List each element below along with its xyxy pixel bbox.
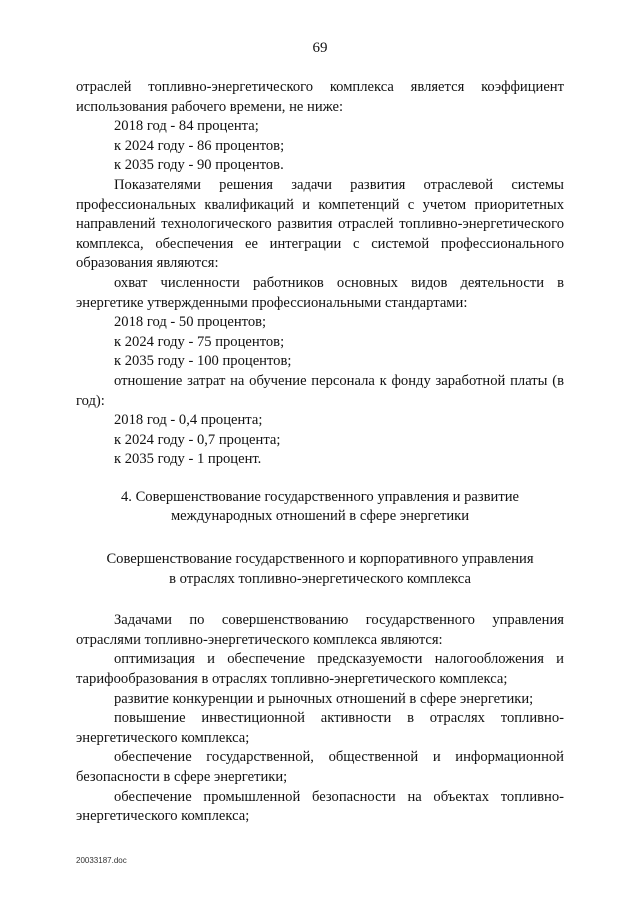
subsection-heading-line: Совершенствование государственного и корпоративного управления [106,551,534,568]
list-item: 2018 год - 84 процента; [114,118,259,135]
paragraph-continuation: отраслей топливно-энергетического комплекса является коэффициент использования рабочего времени, не ниже: [76,79,564,115]
list-item: к 2035 году - 90 процентов. [114,157,284,174]
paragraph: обеспечение государственной, общественной и информационной безопасности в сфере энергетики; [76,749,564,785]
paragraph: Задачами по совершенствованию государственного управления отраслями топливно-энергетического комплекса являются: [76,612,564,648]
paragraph: обеспечение промышленной безопасности на объектах топливно-энергетического комплекса; [76,788,564,825]
paragraph: охват численности работников основных видов деятельности в энергетике утвержденными профессиональными стандартами: [76,274,564,311]
paragraph: развитие конкуренции и рыночных отношений в сфере энергетики; [114,690,534,707]
section-heading-line: 4. Совершенствование государственного управления и развитие [120,488,520,505]
paragraph: Показателями решения задачи развития отраслевой системы профессиональных квалификаций и компетенций с учетом приоритетных направлений технологического развития отраслей топливно-энергетического комплекса, обеспечения ее интеграции с системой профессионального образования являются: [76,176,564,272]
list-item: к 2024 году - 0,7 процента; [114,431,281,448]
list-item: к 2035 году - 100 процентов; [114,353,292,370]
subsection-heading [76,550,564,589]
list-item: 2018 год - 50 процентов; [114,314,267,331]
section-heading [76,488,564,527]
list-item: к 2035 году - 1 процент. [114,451,262,468]
footer-filename: 20033187.doc [76,856,127,865]
paragraph: повышение инвестиционной активности в отраслях топливно-энергетического комплекса; [76,710,564,746]
section-heading-line: международных отношений в сфере энергетики [170,508,470,525]
document-body [76,78,564,827]
list-item: 2018 год - 0,4 процента; [114,412,263,429]
list-item: к 2024 году - 75 процентов; [114,333,285,350]
page-number: 69 [312,40,328,56]
paragraph: оптимизация и обеспечение предсказуемости налогообложения и тарифообразования в отраслях топливно-энергетического комплекса; [76,651,564,688]
list-item: к 2024 году - 86 процентов; [114,137,285,154]
paragraph: отношение затрат на обучение персонала к фонду заработной платы (в год): [76,372,564,409]
subsection-heading-line: в отраслях топливно-энергетического комплекса [169,570,471,587]
